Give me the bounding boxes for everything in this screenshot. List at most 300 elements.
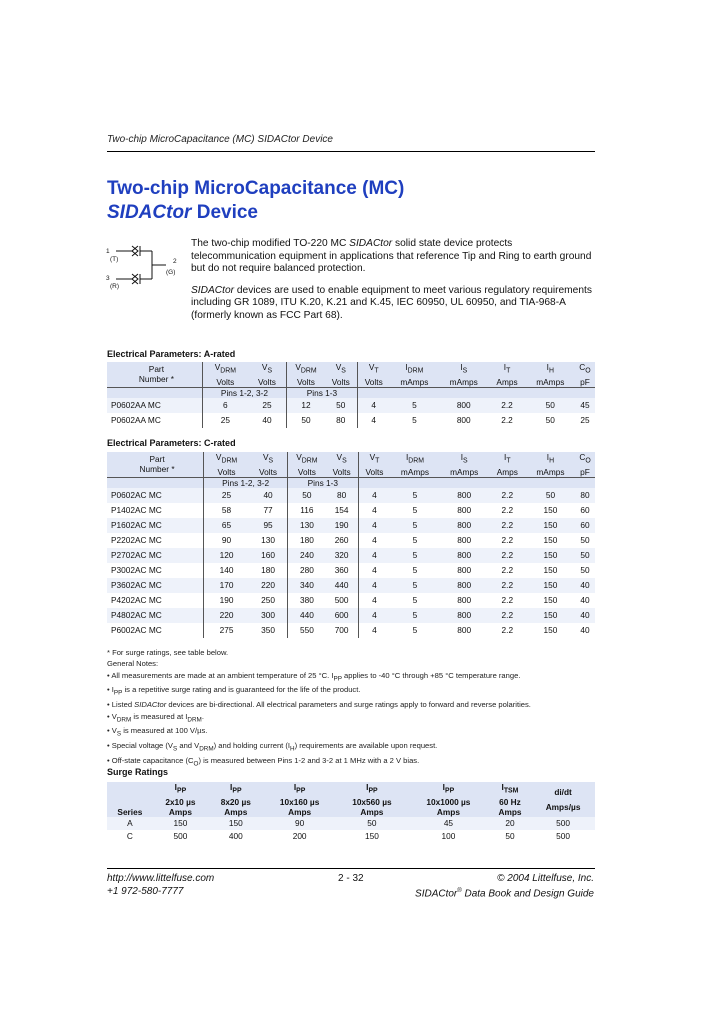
pin2-label: 2 [173,258,177,265]
table-cell: 5 [390,548,439,563]
col-vdrm-12-unit: Volts [217,466,236,477]
table-cell: 150 [526,518,575,533]
table-cell: 800 [457,594,472,605]
table-cell: 40 [580,594,590,605]
table-cell: 50 [580,534,590,545]
col-vt-sub: T [374,367,379,375]
col-it-sub: T [506,367,511,375]
col-sym: I [174,782,177,792]
header-row [107,362,595,387]
table-cell: 45 [408,817,489,830]
surge-col-1 [208,782,263,817]
col-is [440,452,489,477]
table-cell: 4 [358,518,390,533]
table-cell: 4 [358,578,390,593]
col-is-sym: I [460,362,463,372]
col-unit: Amps [168,806,192,817]
table-cell: 5 [412,624,418,635]
part-number: P3002AC MC [111,564,162,575]
col-co [575,452,595,477]
col-vt [357,362,389,387]
table-cell: 80 [336,414,346,425]
col-ih [526,452,575,477]
surge-col-2 [263,782,335,817]
table-cell: 40 [262,414,272,425]
table-cell: 150 [153,817,208,830]
table-cell: 5 [390,488,439,503]
table-cell: 50 [288,488,326,503]
col-wave: 10x560 µs [352,796,392,807]
table-cell: 180 [261,564,275,575]
table-cell: 150 [526,578,575,593]
series-label: Series [117,806,143,817]
col-wave: 8x20 µs [220,796,251,807]
number-label: Number * [139,464,175,475]
general-notes [107,647,597,770]
col-vdrm-13-unit: Volts [296,376,315,387]
table-cell: 200 [292,830,307,841]
table-cell: 80 [575,488,595,503]
pins-blank-right [357,387,595,398]
note-5: • $V_S$ is measured at 100 V/µs. [107,726,208,738]
table-cell: 4 [357,413,389,428]
table-cell: 260 [334,534,349,545]
col-idrm-sym: I [405,362,408,372]
col-sym: I [293,782,297,792]
table-row [107,413,595,428]
table-cell: 130 [261,534,275,545]
part-number: P0602AA MC [111,414,161,425]
col-vt-sub: T [375,457,380,465]
table-cell: 150 [526,548,575,563]
table-cell: 150 [543,564,558,575]
part-number: P4202AC MC [111,594,162,605]
col-ih [526,362,575,387]
table-cell: 6 [202,398,248,413]
surge-col-3 [336,782,408,817]
table-row [107,518,595,533]
page-number: 2 - 32 [338,873,364,884]
table-cell: 800 [440,608,489,623]
table-cell: 4 [358,608,390,623]
surge-col-5 [489,782,531,817]
col-idrm [390,362,439,387]
col-wave: Amps/µs [545,801,581,812]
col-vdrm-13 [288,452,326,477]
intro-paragraph-1: The two-chip modified TO-220 MC SIDACtor solid state device protects telecommunication equipment in applications that reference Tip and Ring to earth ground but do not require balanced protection. [191,238,592,275]
table-cell: 50 [287,413,325,428]
table-cell: 120 [204,548,249,563]
col-sub: PP [444,787,455,795]
running-header: Two-chip MicroCapacitance (MC) SIDACtor Device [107,134,333,145]
table-row [107,593,595,608]
table-cell: 5 [412,534,418,545]
table-cell: 220 [204,608,249,623]
table-cell: 5 [390,608,439,623]
col-sym: I [442,782,445,792]
col-unit: Amps [436,806,460,817]
col-vs-12 [248,362,287,387]
table-cell: 100 [441,830,456,841]
col-ih-sym: I [546,362,549,372]
col-wave: 2x10 µs [165,796,196,807]
footer-url[interactable]: http://www.littelfuse.com [107,873,215,884]
table-cell: 240 [288,548,326,563]
table-cell: 2.2 [501,504,514,515]
table-cell: 4 [358,593,390,608]
table-cell: 2.2 [501,414,513,425]
col-unit: Amps [288,806,312,817]
table-row [107,563,595,578]
table-row [107,830,595,843]
part-number: P2202AC MC [111,534,162,545]
col-unit: Amps [360,806,384,817]
table-row [107,578,595,593]
header-row [107,782,595,817]
col-vs-12-sub: S [268,457,274,465]
table-cell: 400 [228,830,243,841]
col-vs-13-sym: V [336,452,343,462]
table-cell: 5 [412,504,418,515]
pins-row [107,387,595,398]
col-ih-sub: H [548,367,554,375]
table-cell: 90 [204,533,249,548]
table-cell: 50 [526,488,575,503]
electrical-parameters-c-table [107,452,595,638]
col-vdrm-13-sub: DRM [301,457,318,465]
col-sym: di/dt [554,787,572,797]
table-cell: 800 [457,564,472,575]
table-cell: 50 [575,548,595,563]
table-cell: 380 [288,593,326,608]
col-vs-12-sym: V [262,452,269,462]
col-vs-13-sub: S [342,457,347,465]
table-cell: 440 [326,578,358,593]
table-cell: 20 [489,817,531,830]
col-vs-13 [326,452,358,477]
table-row [107,398,595,413]
col-sub: PP [368,787,378,795]
table-cell: 190 [326,518,358,533]
col-vt-unit: Volts [365,466,384,477]
table-cell: 50 [526,398,575,413]
col-wave: 10x160 µs [279,796,320,807]
table-cell: 500 [334,594,349,605]
table-cell: 150 [543,504,558,515]
part-number: P0602AA MC [107,398,202,413]
page-title [107,177,404,225]
table-cell: 800 [440,548,489,563]
table-cell: 50 [336,817,408,830]
table-cell: 50 [325,398,357,413]
pins-blank [107,387,202,398]
table-cell: 50 [580,564,590,575]
surge-ratings-table [107,782,595,843]
table-cell: 5 [390,518,439,533]
col-vdrm-12-sub: DRM [221,457,238,465]
col-sub: PP [176,787,187,795]
table-row [107,488,595,503]
pin3-sub: (R) [110,283,120,290]
table-cell: 25 [580,414,590,425]
table-cell: 77 [263,504,273,515]
table-cell: 160 [249,548,288,563]
col-is [439,362,488,387]
table-cell: 4 [358,488,390,503]
surge-col-6 [531,782,595,817]
table-cell: 90 [263,817,335,830]
table-cell: 220 [249,578,288,593]
thyristor-bottom [132,274,138,284]
table-cell: 2.2 [489,518,526,533]
col-vs-13-sym: V [335,362,342,372]
title-sidactor: SIDACtor [107,202,192,223]
table-cell: 4 [358,548,390,563]
note-6: • Special voltage ($V_S$ and $V_{DRM}$) and holding current $(I_H)$ requirements are available upon request. [107,741,438,753]
table-cell: 60 [575,518,595,533]
col-vt-sym: V [368,362,375,372]
pins-1-3: Pins 1-3 [288,477,358,488]
note-3: • Listed SIDACtor devices are bi-directional. All electrical parameters and surge ratings apply to forward and reverse polarities. [107,700,531,710]
table-cell: 80 [326,488,358,503]
table-cell: 154 [334,504,349,515]
col-co-unit: pF [580,466,590,477]
col-sub: PP [296,787,306,795]
table-cell: 2.2 [501,624,514,635]
table-cell: 45 [575,398,595,413]
col-sym: I [501,782,504,792]
part-label: Part [149,454,165,465]
col-idrm-unit: mAmps [400,376,429,387]
col-co-sym: C [579,362,586,372]
pin1-sub: (T) [110,256,119,263]
col-sym: I [230,782,233,792]
col-vs-12-sub: S [267,367,273,375]
table-cell: 40 [249,488,288,503]
electrical-parameters-a-table [107,362,595,428]
col-ih-sym: I [546,452,550,462]
table-cell: 5 [412,594,418,605]
col-vs-12-unit: Volts [257,376,276,387]
table-row [107,817,595,830]
table-cell: 40 [575,608,595,623]
pin1-label: 1 [106,248,110,255]
footer-book: SIDACtor® Data Book and Design Guide [415,888,594,900]
note-7: • Off-state capacitance $(C_O)$ is measured between Pins 1-2 and 3-2 at 1 MHz with a 2 V bias. [107,755,420,768]
col-wave: 10x1000 µs [426,796,471,807]
col-is-sub: S [463,457,468,465]
col-idrm-unit: mAmps [400,466,430,477]
title-line-2 [107,201,404,225]
table-cell: 5 [412,564,418,575]
col-sub: PP [232,787,242,795]
part-number: P4802AC MC [107,608,204,623]
note-4: • $V_{DRM}$ is measured at $I_{DRM}$. [107,711,204,724]
col-vdrm-12-sym: V [214,362,221,372]
table-cell: 4 [358,503,390,518]
series-name: C [126,830,133,841]
col-it [488,362,525,387]
footer-rule [107,868,595,869]
table-cell: 800 [440,578,489,593]
col-series [107,782,153,817]
table-cell: 40 [580,624,590,635]
table-a-title: Electrical Parameters: A-rated [107,349,236,359]
notes-heading: General Notes: [107,659,159,669]
device-schematic [104,240,184,292]
table-cell: 440 [288,608,326,623]
series-name: A [107,817,153,830]
col-idrm-sub: DRM [407,367,424,375]
col-co-sub: O [585,367,591,375]
table-c-title: Electrical Parameters: C-rated [107,438,236,448]
pins-blank-right [358,477,595,488]
col-vs-13-unit: Volts [331,376,350,387]
col-is-sub: S [462,367,468,375]
table-row [107,548,595,563]
col-co [575,362,595,387]
table-cell: 800 [457,534,472,545]
col-part [107,362,202,387]
table-cell: 25 [202,413,248,428]
table-cell: 140 [204,563,249,578]
table-cell: 2.2 [489,488,526,503]
col-vdrm-13-sub: DRM [300,367,317,375]
surge-col-0 [153,782,208,817]
table-cell: 58 [204,503,249,518]
table-cell: 800 [457,624,472,635]
col-part [107,452,204,477]
table-cell: 2.2 [489,548,526,563]
surge-title: Surge Ratings [107,767,169,777]
header-row [107,452,595,477]
col-vs-12 [249,452,288,477]
table-cell: 340 [288,578,326,593]
col-ih-unit: mAmps [536,376,565,387]
table-cell: 25 [204,488,249,503]
table-row [107,623,595,638]
col-vt-unit: Volts [364,376,383,387]
table-cell: 190 [204,593,249,608]
table-cell: 275 [204,623,249,638]
col-it-unit: Amps [496,466,518,477]
table-cell: 170 [204,578,249,593]
col-idrm [390,452,439,477]
intro-text [191,238,596,332]
col-co-sub: O [585,457,591,465]
col-vdrm-12-sub: DRM [220,367,236,375]
table-cell: 2.2 [489,578,526,593]
col-unit: Amps [498,806,522,817]
table-cell: 600 [326,608,358,623]
col-it [489,452,526,477]
col-ih-unit: mAmps [536,466,565,477]
col-ih-sub: H [549,457,555,465]
col-vs-13-unit: Volts [332,466,351,477]
col-vs-13 [325,362,357,387]
part-number: P0602AC MC [107,488,204,503]
col-idrm-sym: I [405,452,409,462]
part-number: P1602AC MC [107,518,204,533]
title-device: Device [191,202,258,223]
table-cell: 116 [288,503,326,518]
part-number: P1402AC MC [111,504,162,515]
col-idrm-sub: DRM [408,457,424,465]
col-vs-12-unit: Volts [259,466,278,477]
col-vt-sym: V [369,452,376,462]
table-cell: 500 [556,830,570,841]
table-row [107,533,595,548]
col-it-sub: T [506,457,511,465]
pins-1-2-3-2: Pins 1-2, 3-2 [204,477,288,488]
table-cell: 150 [208,817,263,830]
col-sub: TSM [503,787,519,795]
table-cell: 250 [261,594,275,605]
col-vdrm-13-sym: V [295,362,301,372]
col-it-sym: I [503,362,507,372]
col-it-sym: I [504,452,507,462]
number-label: Number * [138,374,174,385]
col-co-sym: C [579,452,586,462]
table-cell: 320 [326,548,358,563]
table-cell: 500 [173,830,188,841]
footer-left [107,872,214,898]
table-cell: 25 [248,398,287,413]
table-cell: 150 [543,624,558,635]
table-cell: 4 [358,533,390,548]
table-cell: 65 [204,518,249,533]
table-cell: 800 [457,504,472,515]
table-cell: 40 [575,578,595,593]
table-cell: 800 [456,414,471,425]
table-cell: 5 [390,578,439,593]
pins-row [107,477,595,488]
surge-col-4 [408,782,489,817]
note-1: • All measurements are made at an ambient temperature of 25 °C. $I_{PP}$ applies to -40 °C through +85 °C temperature range. [107,670,521,683]
title-line-1: Two-chip MicroCapacitance (MC) [107,178,405,199]
table-cell: 2.2 [488,398,525,413]
col-vt [358,452,390,477]
table-cell: 4 [358,623,390,638]
table-cell: 5 [390,398,439,413]
col-vs-13-sub: S [341,367,346,375]
col-vs-12-sym: V [261,362,268,372]
table-cell: 150 [364,830,379,841]
thyristor-top [132,246,138,256]
table-cell: 300 [249,608,288,623]
table-cell: 350 [261,624,275,635]
table-cell: 60 [580,504,590,515]
table-cell: 50 [505,830,515,841]
table-cell: 4 [358,563,390,578]
col-vdrm-12-sym: V [215,452,222,462]
col-is-unit: mAmps [450,466,479,477]
col-vdrm-13-unit: Volts [297,466,316,477]
table-row [107,503,595,518]
note-star: * For surge ratings, see table below. [107,648,229,657]
table-cell: 800 [440,518,489,533]
col-is-sym: I [460,452,463,462]
footer-right [415,872,594,900]
part-number: P6002AC MC [111,624,162,635]
col-unit: Amps [224,806,248,817]
pins-1-2-3-2: Pins 1-2, 3-2 [202,387,286,398]
table-cell: 280 [288,563,326,578]
table-cell: 2.2 [489,608,526,623]
table-cell: 360 [334,564,349,575]
table-cell: 150 [543,594,558,605]
col-sym: I [366,782,369,792]
